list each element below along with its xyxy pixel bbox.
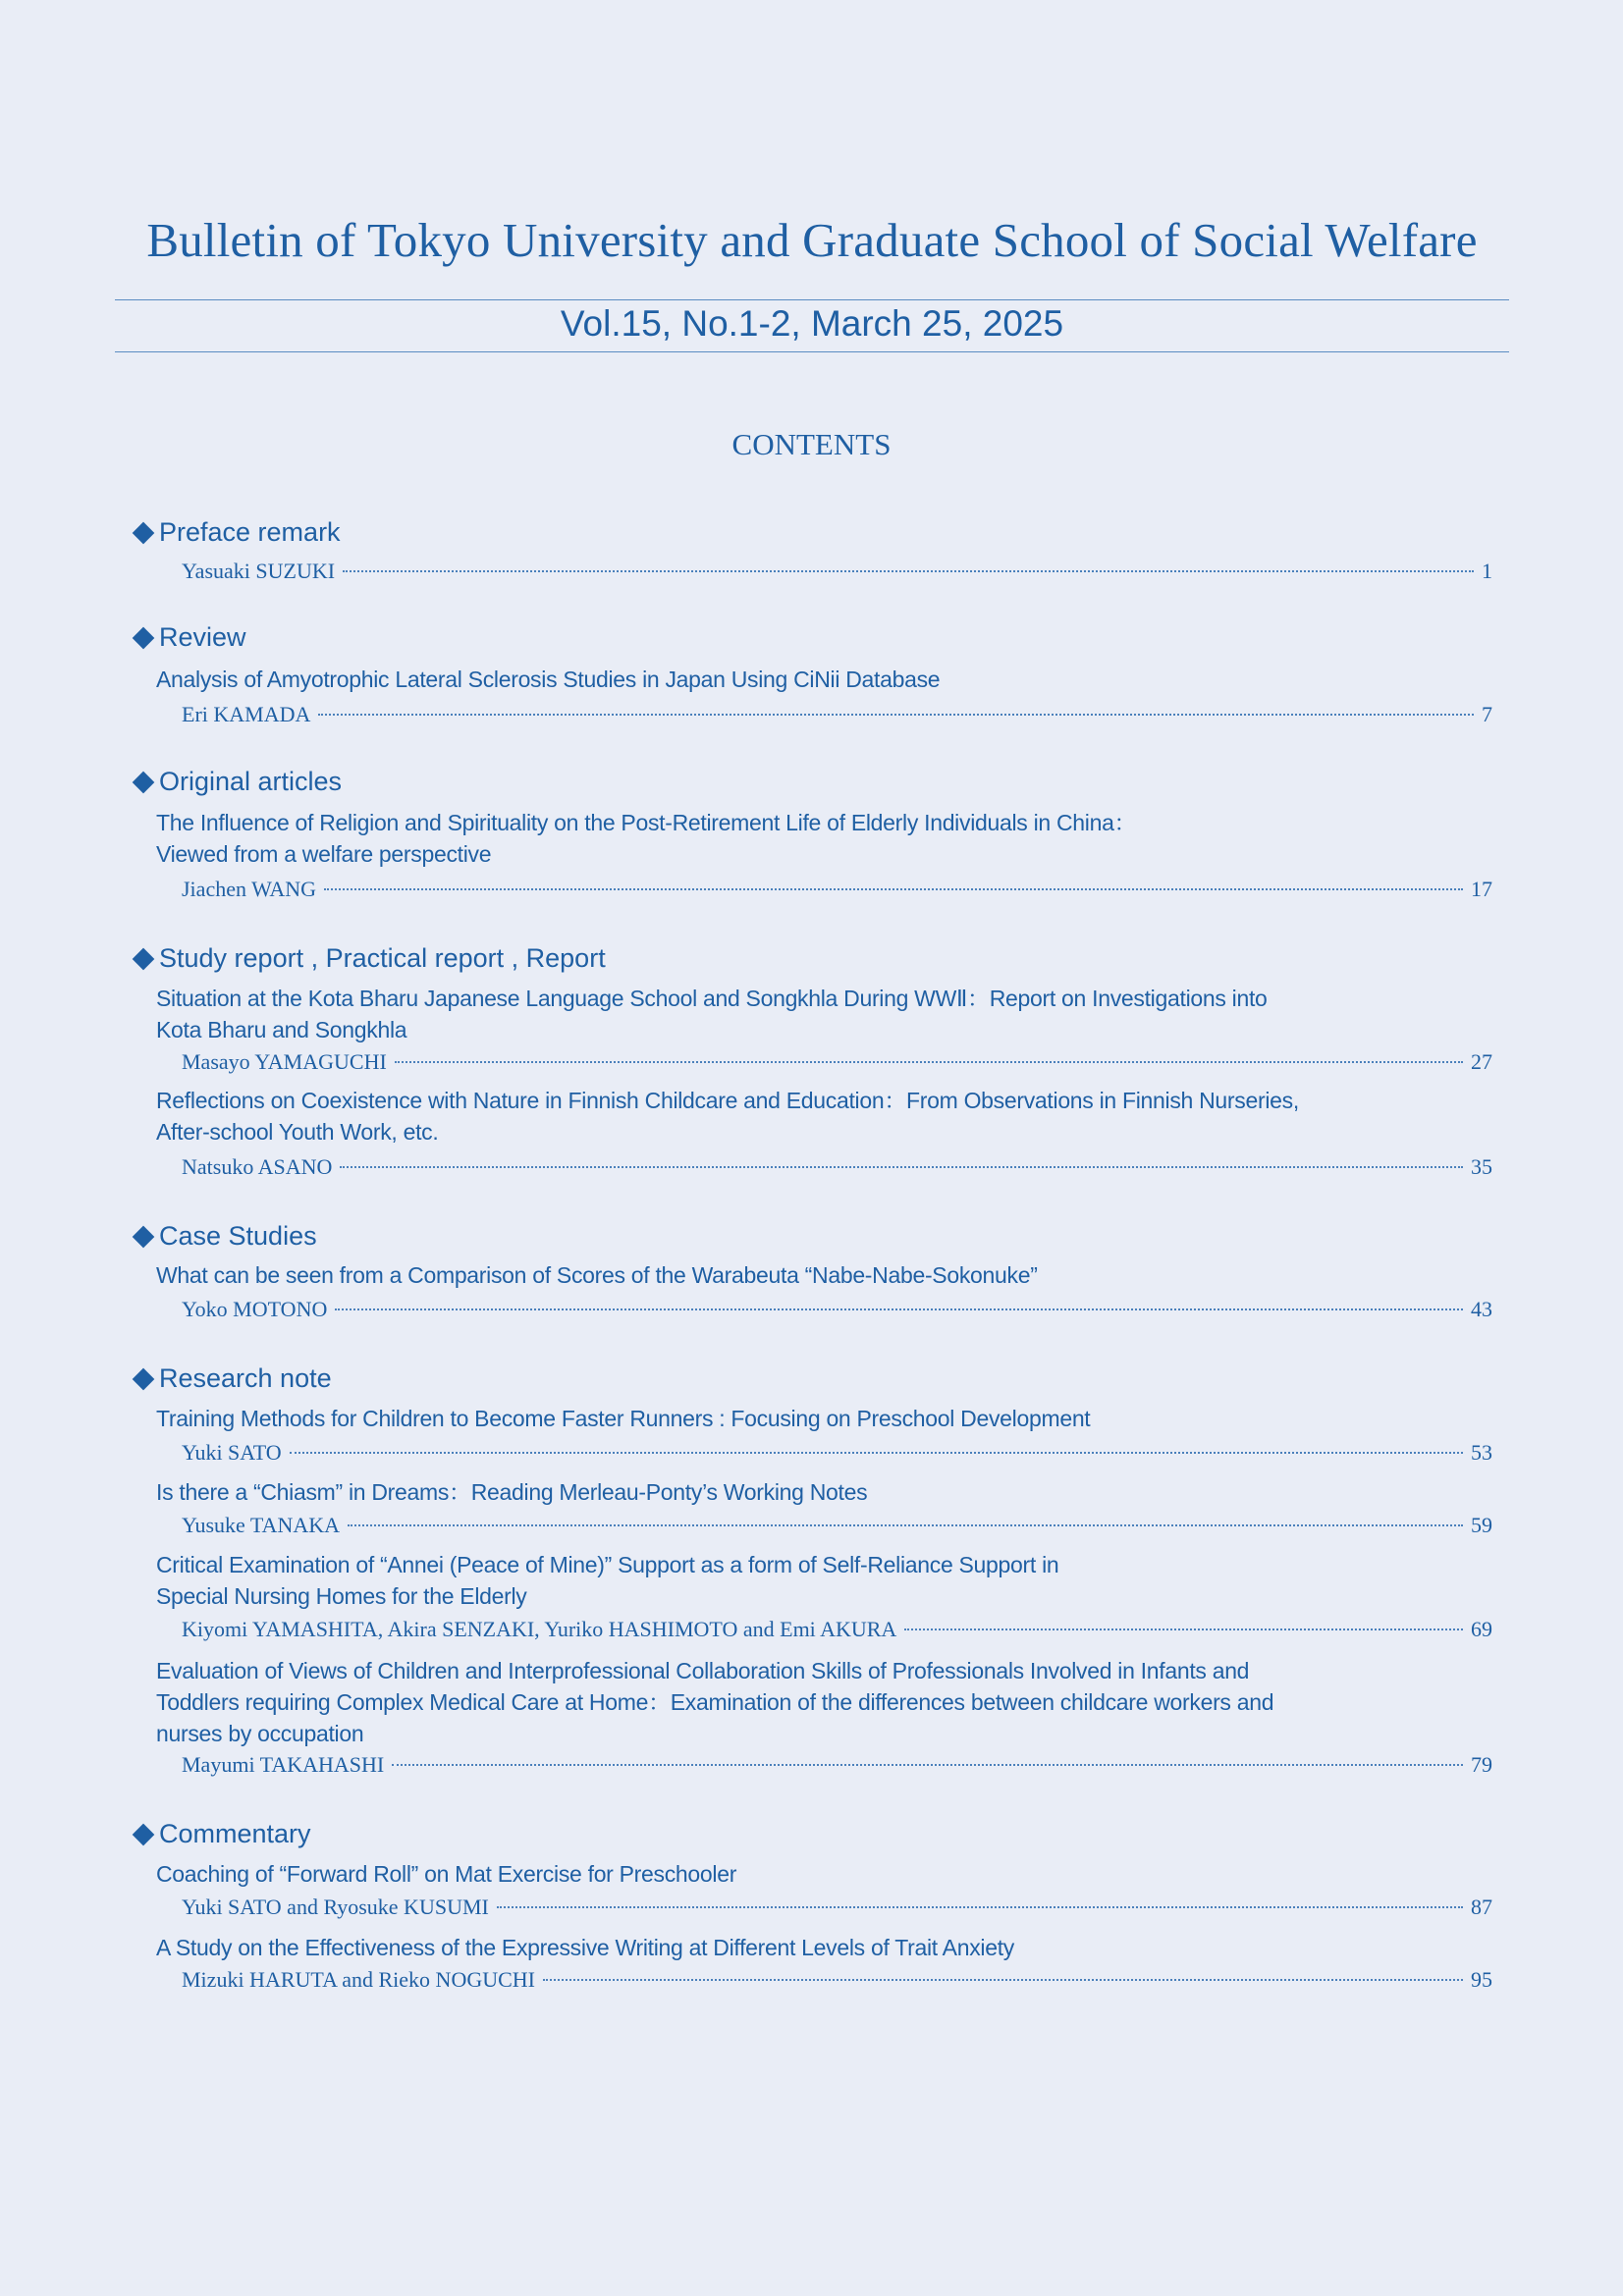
section-heading-label: Study report , Practical report , Report [159, 943, 606, 973]
page-number: 69 [1471, 1617, 1492, 1641]
article-author: Yasuaki SUZUKI [182, 559, 336, 583]
article-title: Training Methods for Children to Become Faster Runners : Focusing on Preschool Development [156, 1406, 1091, 1431]
diamond-bullet-icon [133, 1226, 155, 1249]
page-number: 79 [1471, 1752, 1492, 1777]
author-line [182, 1751, 1492, 1779]
article-author: Jiachen WANG [182, 877, 317, 901]
author-line [182, 1616, 1492, 1643]
author-line [182, 558, 1492, 585]
author-line [182, 1966, 1492, 1994]
article-title: Is there a “Chiasm” in Dreams：Reading Merleau-Ponty’s Working Notes [156, 1479, 868, 1505]
section-heading-label: Case Studies [159, 1221, 317, 1251]
journal-title: Bulletin of Tokyo University and Graduate School of Social Welfare [146, 213, 1478, 267]
author-line [182, 1512, 1492, 1539]
page-number: 35 [1471, 1154, 1492, 1179]
section-heading-label: Commentary [159, 1819, 311, 1848]
section-heading [130, 1818, 311, 1849]
article-title: Situation at the Kota Bharu Japanese Language School and Songkhla During WWⅡ：Report on Investigations into Kota Bharu and Songkhla [156, 986, 1268, 1042]
section-heading [130, 942, 606, 974]
page-number: 27 [1471, 1049, 1492, 1074]
article-author: Yuki SATO [182, 1440, 282, 1465]
diamond-bullet-icon [133, 627, 155, 650]
article-author: Kiyomi YAMASHITA, Akira SENZAKI, Yuriko HASHIMOTO and Emi AKURA [182, 1617, 897, 1641]
article-title: Evaluation of Views of Children and Interprofessional Collaboration Skills of Professionals Involved in Infants and Toddlers requiring Complex Medical Care at Home：Examination of the differences between childcare workers and nurses by occupation [156, 1658, 1274, 1746]
section-heading [130, 766, 342, 797]
page-number: 59 [1471, 1513, 1492, 1537]
page-number: 1 [1482, 559, 1492, 583]
article-author: Yoko MOTONO [182, 1297, 328, 1321]
article-title: What can be seen from a Comparison of Scores of the Warabeuta “Nabe-Nabe-Sokonuke” [156, 1262, 1038, 1288]
section-heading [130, 1362, 332, 1394]
article-author: Natsuko ASANO [182, 1154, 333, 1179]
contents-heading: CONTENTS [731, 427, 892, 461]
diamond-bullet-icon [133, 772, 155, 794]
page-number: 95 [1471, 1967, 1492, 1992]
article-title: A Study on the Effectiveness of the Expressive Writing at Different Levels of Trait Anxiety [156, 1935, 1015, 1960]
author-line [182, 1048, 1492, 1076]
author-line [182, 1439, 1492, 1467]
author-line [182, 701, 1492, 728]
dot-leader [392, 1764, 1463, 1766]
author-line [182, 876, 1492, 903]
article-author: Mayumi TAKAHASHI [182, 1752, 385, 1777]
section-heading-label: Review [159, 622, 246, 652]
article-title: Reflections on Coexistence with Nature in Finnish Childcare and Education：From Observations in Finnish Nurseries, After-school Youth Work, etc. [156, 1088, 1299, 1145]
dot-leader [904, 1629, 1463, 1630]
section-heading [130, 1220, 317, 1252]
dot-leader [348, 1524, 1463, 1526]
article-author: Yusuke TANAKA [182, 1513, 340, 1537]
diamond-bullet-icon [133, 1368, 155, 1391]
dot-leader [340, 1166, 1463, 1168]
volume-issue-date: Vol.15, No.1-2, March 25, 2025 [560, 303, 1064, 344]
article-title: The Influence of Religion and Spirituality on the Post-Retirement Life of Elderly Individuals in China： Viewed from a welfare perspective [156, 810, 1137, 867]
diamond-bullet-icon [133, 522, 155, 545]
section-heading-label: Preface remark [159, 517, 341, 547]
section-heading-label: Research note [159, 1363, 332, 1393]
page-number: 7 [1482, 702, 1492, 726]
diamond-bullet-icon [133, 1824, 155, 1846]
section-heading-label: Original articles [159, 767, 343, 796]
dot-leader [324, 888, 1463, 890]
section-heading [130, 516, 341, 548]
author-line [182, 1296, 1492, 1323]
dot-leader [543, 1979, 1463, 1981]
article-author: Mizuki HARUTA and Rieko NOGUCHI [182, 1967, 535, 1992]
article-title: Critical Examination of “Annei (Peace of Mine)” Support as a form of Self-Reliance Support in Special Nursing Homes for the Elderly [156, 1552, 1059, 1609]
article-title: Analysis of Amyotrophic Lateral Sclerosis Studies in Japan Using CiNii Database [156, 667, 941, 692]
diamond-bullet-icon [133, 948, 155, 971]
dot-leader [335, 1308, 1463, 1310]
page-number: 87 [1471, 1895, 1492, 1919]
dot-leader [497, 1906, 1463, 1908]
author-line [182, 1153, 1492, 1181]
dot-leader [290, 1452, 1463, 1454]
dot-leader [343, 570, 1474, 572]
page-number: 43 [1471, 1297, 1492, 1321]
article-author: Yuki SATO and Ryosuke KUSUMI [182, 1895, 489, 1919]
article-author: Masayo YAMAGUCHI [182, 1049, 387, 1074]
dot-leader [395, 1061, 1463, 1063]
page-number: 17 [1471, 877, 1492, 901]
section-heading [130, 621, 246, 653]
author-line [182, 1894, 1492, 1921]
article-title: Coaching of “Forward Roll” on Mat Exercise for Preschooler [156, 1861, 737, 1887]
dot-leader [318, 714, 1474, 716]
article-author: Eri KAMADA [182, 702, 311, 726]
page-number: 53 [1471, 1440, 1492, 1465]
